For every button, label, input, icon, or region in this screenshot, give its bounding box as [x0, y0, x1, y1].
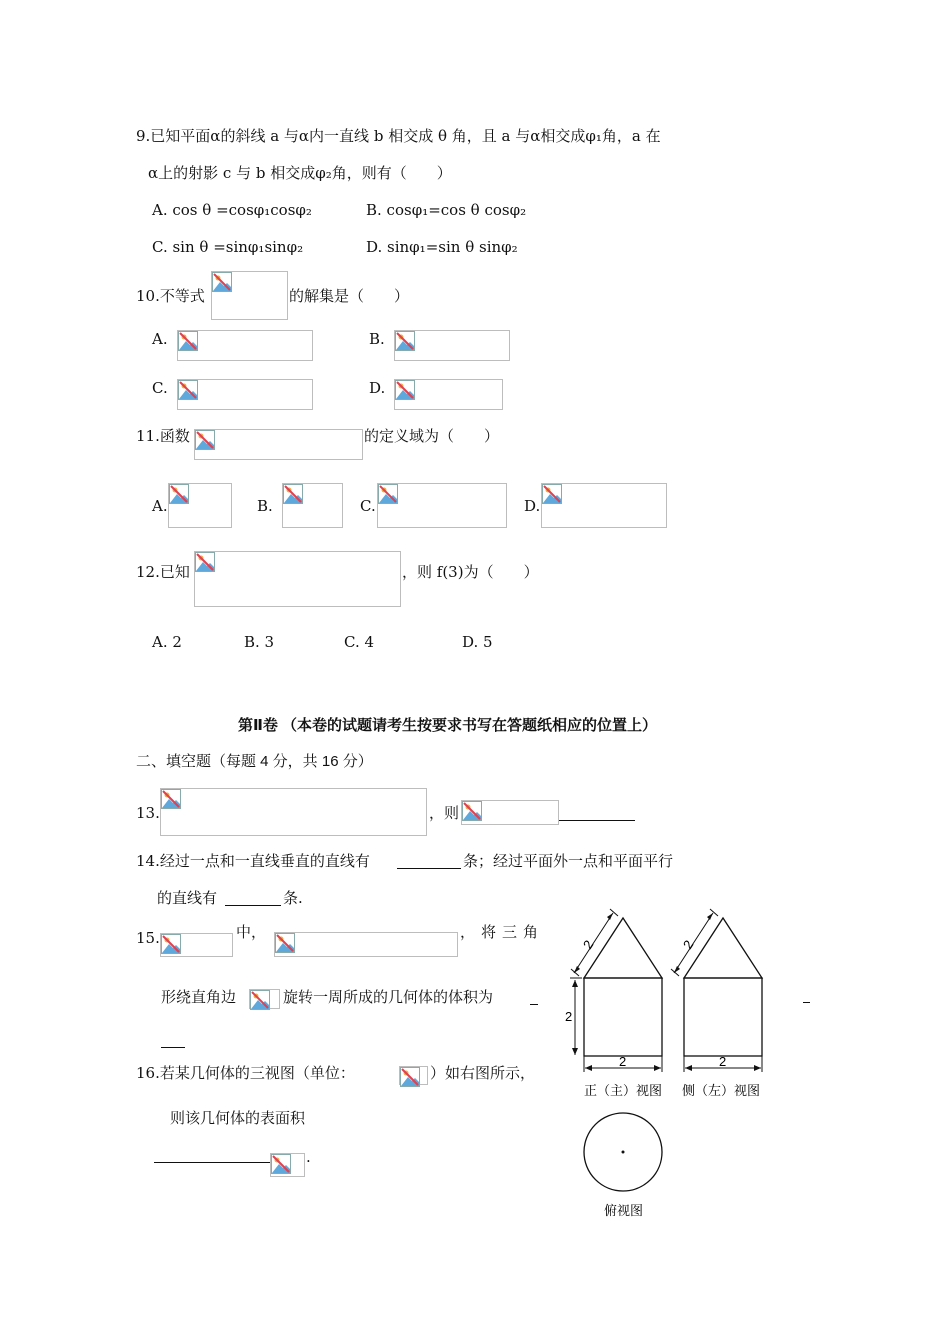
q16-line1-b: ）如右图所示， [430, 1064, 536, 1082]
front-view [565, 909, 662, 1098]
top-view [584, 1113, 662, 1218]
q15-middle: 中， [236, 923, 267, 941]
broken-image-icon [178, 380, 198, 400]
q11-option-a-image [168, 483, 232, 528]
q10-option-a-image [177, 330, 313, 361]
broken-image-icon [212, 272, 232, 292]
q11-option-b-image [282, 483, 343, 528]
q10-suffix: 的解集是（ ） [289, 287, 410, 305]
q13-formula-image [160, 788, 427, 836]
three-view-figure [560, 900, 800, 1230]
q15-answer-blank-wrap[interactable] [161, 1047, 185, 1048]
broken-image-icon [395, 331, 415, 351]
q13-prefix: 13. [136, 804, 160, 822]
top-view-caption: 俯视图 [604, 1203, 644, 1218]
q10-option-c-image [177, 379, 313, 410]
q15-prefix: 15. [136, 929, 160, 947]
q15-line2-b: 旋转一周所成的几何体的体积为 [283, 988, 494, 1006]
q12-prefix: 12.已知 [136, 563, 190, 581]
q11-option-b: B. [257, 497, 273, 515]
broken-image-icon [283, 484, 303, 504]
broken-image-icon [395, 380, 415, 400]
broken-image-icon [161, 789, 181, 809]
q11-option-c: C. [360, 497, 376, 515]
q16-line1: 16.若某几何体的三视图（单位： [136, 1064, 355, 1082]
front-view-caption: 正（主）视图 [584, 1083, 663, 1098]
q15-answer-blank[interactable] [530, 1004, 538, 1005]
q14-line1-a: 14.经过一点和一直线垂直的直线有 [136, 852, 370, 870]
q11-prefix: 11.函数 [136, 427, 190, 445]
q12-option-c: C. 4 [344, 633, 375, 651]
q11-option-d-image [541, 483, 667, 528]
q10-option-b-image [394, 330, 510, 361]
q15-condition-image [274, 932, 458, 957]
side-view-caption: 侧（左）视图 [682, 1083, 761, 1098]
side-view [671, 909, 762, 1098]
q9-line1: 9.已知平面α的斜线 a 与α内一直线 b 相交成 θ 角，且 a 与α相交成φ₁角，a 在 [136, 127, 661, 145]
q13-target-image [461, 800, 559, 825]
q10-prefix: 10.不等式 [136, 287, 205, 305]
q9-line2: α上的射影 c 与 b 相交成φ₂角，则有（ ） [148, 164, 452, 182]
broken-image-icon [400, 1067, 420, 1087]
q10-formula-image [211, 271, 288, 320]
front-width-label: 2 [619, 1054, 627, 1069]
broken-image-icon [195, 430, 215, 450]
q9-option-b: B. cosφ₁=cos θ cosφ₂ [366, 201, 527, 219]
q15-answer-blank-cont[interactable] [803, 1002, 810, 1003]
broken-image-icon [271, 1154, 291, 1174]
broken-image-icon [169, 484, 189, 504]
q13-middle: ，则 [429, 804, 460, 822]
q15-leg-image [249, 989, 280, 1009]
q12-option-a: A. 2 [152, 633, 182, 651]
q16-unit-image [399, 1066, 428, 1085]
q11-option-a: A. [152, 497, 168, 515]
q15-line2: 形绕直角边 [161, 988, 237, 1006]
side-width-label: 2 [719, 1054, 727, 1069]
broken-image-icon [250, 990, 270, 1010]
side-slant-label: 2 [679, 937, 697, 952]
q11-option-c-image [377, 483, 507, 528]
q9-option-a: A. cos θ =cosφ₁cosφ₂ [152, 201, 312, 219]
q10-option-c: C. [152, 379, 168, 397]
q9-option-c: C. sin θ =sinφ₁sinφ₂ [152, 238, 304, 256]
q12-formula-image [194, 551, 401, 607]
fill-in-header: 二、填空题（每题 4 分，共 16 分） [136, 753, 373, 770]
q14-line2-b: 条. [283, 889, 303, 907]
broken-image-icon [378, 484, 398, 504]
q12-suffix: ，则 f(3)为（ ） [402, 563, 539, 581]
q11-suffix: 的定义域为（ ） [364, 427, 500, 445]
broken-image-icon [462, 801, 482, 821]
q11-option-d: D. [524, 497, 541, 515]
q9-option-d: D. sinφ₁=sin θ sinφ₂ [366, 238, 518, 256]
q10-option-a: A. [152, 330, 168, 348]
q16-answer-blank[interactable] [154, 1162, 270, 1163]
q10-option-d-image [394, 379, 503, 410]
front-height-label: 2 [565, 1009, 573, 1024]
q15-suffix: ，将三角 [460, 923, 545, 941]
section-title: 第Ⅱ卷 （本卷的试题请考生按要求书写在答题纸相应的位置上） [238, 717, 658, 734]
q13-answer-blank[interactable] [559, 820, 635, 821]
broken-image-icon [161, 934, 181, 954]
broken-image-icon [195, 552, 215, 572]
q14-line2-a: 的直线有 [157, 889, 218, 907]
q10-option-d: D. [369, 379, 386, 397]
q16-end: . [306, 1148, 311, 1166]
front-slant-label: 2 [579, 937, 597, 952]
q12-option-b: B. 3 [244, 633, 275, 651]
q14-answer-blank-2[interactable] [225, 905, 281, 906]
broken-image-icon [542, 484, 562, 504]
q10-option-b: B. [369, 330, 385, 348]
q14-line1-b: 条；经过平面外一点和平面平行 [463, 852, 674, 870]
broken-image-icon [178, 331, 198, 351]
broken-image-icon [275, 933, 295, 953]
q12-option-d: D. 5 [462, 633, 493, 651]
q16-line2: 则该几何体的表面积 [170, 1109, 306, 1127]
q15-triangle-image [160, 933, 233, 957]
q11-formula-image [194, 429, 363, 460]
q14-answer-blank-1[interactable] [397, 868, 461, 869]
q16-answer-image [270, 1153, 305, 1177]
